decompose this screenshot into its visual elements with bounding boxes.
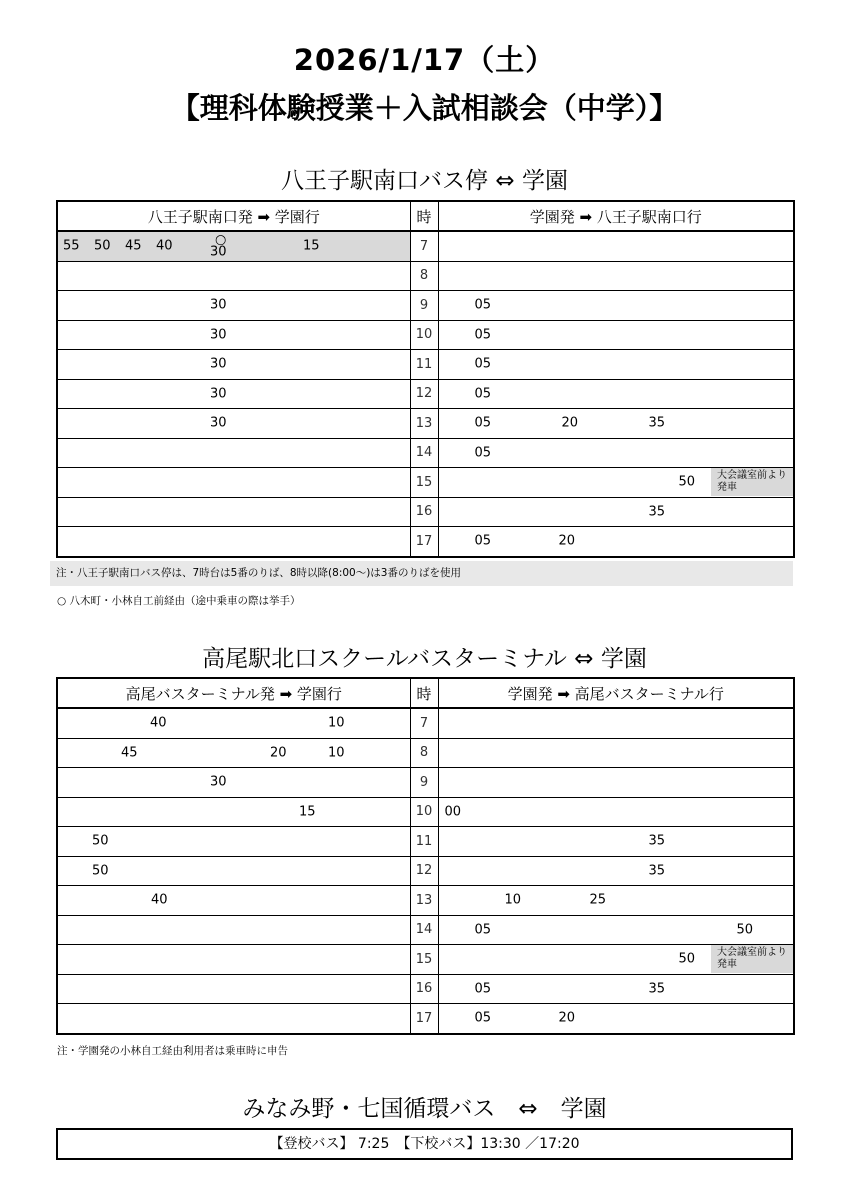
departures-to-school xyxy=(57,738,410,768)
departures-from-school xyxy=(438,231,794,261)
departure-time: 45 xyxy=(121,745,138,761)
departures-to-school xyxy=(57,974,410,1004)
table-row xyxy=(57,797,794,827)
hour-cell: 15 xyxy=(410,468,438,498)
departures-to-school xyxy=(57,231,410,261)
section3-title: みなみ野・七国循環バス ⇔ 学園 xyxy=(242,1096,607,1122)
departures-from-school xyxy=(438,886,794,916)
departures-from-school xyxy=(438,797,794,827)
departure-time: 50 xyxy=(736,922,754,938)
table-header-row xyxy=(57,201,794,231)
table-row xyxy=(57,1004,794,1034)
table-row xyxy=(57,974,794,1004)
departure-time: 15 xyxy=(299,804,316,820)
departures-from-school xyxy=(438,497,794,527)
departures-to-school xyxy=(57,438,410,468)
departures-to-school xyxy=(57,768,410,798)
departure-time: 35 xyxy=(648,415,666,431)
departure-time: 50 xyxy=(678,474,696,490)
page-date: 2026/1/17（土） xyxy=(293,43,556,77)
section1-note-platform: 注・八王子駅南口バス停は、7時台は5番のりば、8時以降(8:00～)は3番のりばを使用 xyxy=(50,561,793,586)
departures-to-school xyxy=(57,261,410,291)
table-row xyxy=(57,915,794,945)
departure-time: 50 xyxy=(92,833,109,849)
departure-time: 05 xyxy=(474,415,492,431)
departures-from-school xyxy=(438,320,794,350)
departure-time: 05 xyxy=(474,327,492,343)
table-row xyxy=(57,291,794,321)
section2-note: 注・学園発の小林自工経由利用者は乗車時に申告 xyxy=(57,1045,288,1057)
departures-from-school xyxy=(438,708,794,738)
col-header-to-school: 高尾バスターミナル発 ➡ 学園行 xyxy=(57,678,410,708)
departure-time: 50 xyxy=(678,951,696,967)
departures-to-school xyxy=(57,797,410,827)
table-row xyxy=(57,231,794,261)
table-row xyxy=(57,438,794,468)
section1-title: 八王子駅南口バス停 ⇔ 学園 xyxy=(281,168,568,194)
departure-time: 30 xyxy=(210,244,227,260)
departures-to-school xyxy=(57,886,410,916)
departure-note-badge xyxy=(711,468,793,496)
departure-time: 40 xyxy=(151,892,168,908)
table-row xyxy=(57,708,794,738)
hour-cell: 14 xyxy=(410,915,438,945)
departure-time: 10 xyxy=(504,892,522,908)
departures-to-school xyxy=(57,497,410,527)
departures-from-school xyxy=(438,768,794,798)
hour-cell: 17 xyxy=(410,1004,438,1034)
table-row xyxy=(57,527,794,557)
departure-time: 20 xyxy=(558,533,576,549)
table-row xyxy=(57,261,794,291)
departure-time: 30 xyxy=(210,774,227,790)
departures-from-school xyxy=(438,945,794,975)
departure-time: 30 xyxy=(210,297,227,313)
departure-time: 05 xyxy=(474,445,492,461)
departures-to-school xyxy=(57,708,410,738)
hour-cell: 8 xyxy=(410,261,438,291)
via-marker: ○ xyxy=(215,232,227,248)
departures-to-school xyxy=(57,856,410,886)
departures-from-school xyxy=(438,291,794,321)
departure-time: 05 xyxy=(474,297,492,313)
departures-from-school xyxy=(438,409,794,439)
departure-time: 45 xyxy=(125,238,142,254)
departure-time: 05 xyxy=(474,386,492,402)
departures-to-school xyxy=(57,1004,410,1034)
table-row xyxy=(57,497,794,527)
col-header-hour: 時 xyxy=(410,201,438,231)
table-row xyxy=(57,886,794,916)
departure-note: 大会議室前より発車 xyxy=(717,470,787,493)
departure-time: 05 xyxy=(474,922,492,938)
table-row xyxy=(57,320,794,350)
table-row xyxy=(57,856,794,886)
hour-cell: 15 xyxy=(410,945,438,975)
hour-cell: 16 xyxy=(410,497,438,527)
departure-time: 30 xyxy=(210,327,227,343)
hour-cell: 8 xyxy=(410,738,438,768)
col-header-from-school: 学園発 ➡ 八王子駅南口行 xyxy=(438,201,794,231)
departure-time: 40 xyxy=(150,715,167,731)
departures-to-school xyxy=(57,468,410,498)
table-header-row xyxy=(57,678,794,708)
hour-cell: 11 xyxy=(410,827,438,857)
hour-cell: 11 xyxy=(410,350,438,380)
departures-from-school xyxy=(438,527,794,557)
hour-cell: 13 xyxy=(410,886,438,916)
departures-from-school xyxy=(438,1004,794,1034)
departures-to-school xyxy=(57,827,410,857)
loop-bus-info: 【登校バス】 7:25 【下校バス】13:30 ／17:20 xyxy=(56,1128,793,1160)
departure-time: 10 xyxy=(328,715,345,731)
departures-to-school xyxy=(57,379,410,409)
departures-to-school xyxy=(57,409,410,439)
col-header-to-school: 八王子駅南口発 ➡ 学園行 xyxy=(57,201,410,231)
departures-from-school xyxy=(438,350,794,380)
departure-note: 大会議室前より発車 xyxy=(717,947,787,970)
departure-time: 40 xyxy=(156,238,173,254)
departure-note-badge xyxy=(711,945,793,973)
departure-time: 05 xyxy=(474,356,492,372)
table-row xyxy=(57,768,794,798)
departure-time: 05 xyxy=(474,981,492,997)
hour-cell: 17 xyxy=(410,527,438,557)
col-header-hour: 時 xyxy=(410,678,438,708)
departure-time: 20 xyxy=(561,415,579,431)
hour-cell: 12 xyxy=(410,856,438,886)
hour-cell: 16 xyxy=(410,974,438,1004)
table-row xyxy=(57,379,794,409)
hour-cell: 10 xyxy=(410,320,438,350)
table-row xyxy=(57,468,794,498)
departure-time: 55 xyxy=(63,238,80,254)
departure-time: 30 xyxy=(210,386,227,402)
departures-from-school xyxy=(438,379,794,409)
departure-time: 30 xyxy=(210,356,227,372)
col-header-from-school: 学園発 ➡ 高尾バスターミナル行 xyxy=(438,678,794,708)
departure-time: 15 xyxy=(303,238,320,254)
departure-time: 05 xyxy=(474,533,492,549)
hour-cell: 14 xyxy=(410,438,438,468)
departures-from-school xyxy=(438,974,794,1004)
departures-from-school xyxy=(438,827,794,857)
departure-time: 35 xyxy=(648,981,666,997)
departures-to-school xyxy=(57,291,410,321)
takao-timetable xyxy=(56,677,795,1035)
departures-to-school xyxy=(57,320,410,350)
hour-cell: 10 xyxy=(410,797,438,827)
departures-to-school xyxy=(57,527,410,557)
hachioji-timetable xyxy=(56,200,795,558)
section1-note-via: ○ 八木町・小林自工前経由（途中乗車の際は挙手） xyxy=(57,595,301,607)
table-row xyxy=(57,827,794,857)
hour-cell: 7 xyxy=(410,708,438,738)
departure-time: 35 xyxy=(648,504,666,520)
departure-time: 30 xyxy=(210,415,227,431)
departures-from-school xyxy=(438,738,794,768)
departures-from-school xyxy=(438,856,794,886)
page-title: 【理科体験授業＋入試相談会（中学）】 xyxy=(170,91,679,125)
departure-time: 25 xyxy=(589,892,607,908)
hour-cell: 13 xyxy=(410,409,438,439)
departure-time: 20 xyxy=(558,1010,576,1026)
departures-from-school xyxy=(438,261,794,291)
departure-time: 35 xyxy=(648,833,666,849)
departures-to-school xyxy=(57,350,410,380)
departures-to-school xyxy=(57,945,410,975)
hour-cell: 12 xyxy=(410,379,438,409)
departure-time: 50 xyxy=(92,863,109,879)
table-row xyxy=(57,409,794,439)
section2-title: 高尾駅北口スクールバスターミナル ⇔ 学園 xyxy=(202,646,647,672)
hour-cell: 9 xyxy=(410,768,438,798)
table-row xyxy=(57,738,794,768)
departures-from-school xyxy=(438,915,794,945)
table-row xyxy=(57,945,794,975)
departure-time: 05 xyxy=(474,1010,492,1026)
departures-from-school xyxy=(438,468,794,498)
hour-cell: 9 xyxy=(410,291,438,321)
departure-time: 00 xyxy=(444,804,462,820)
departure-time: 35 xyxy=(648,863,666,879)
table-row xyxy=(57,350,794,380)
departures-to-school xyxy=(57,915,410,945)
hour-cell: 7 xyxy=(410,231,438,261)
departure-time: 10 xyxy=(328,745,345,761)
departures-from-school xyxy=(438,438,794,468)
departure-time: 20 xyxy=(270,745,287,761)
departure-time: 50 xyxy=(94,238,111,254)
